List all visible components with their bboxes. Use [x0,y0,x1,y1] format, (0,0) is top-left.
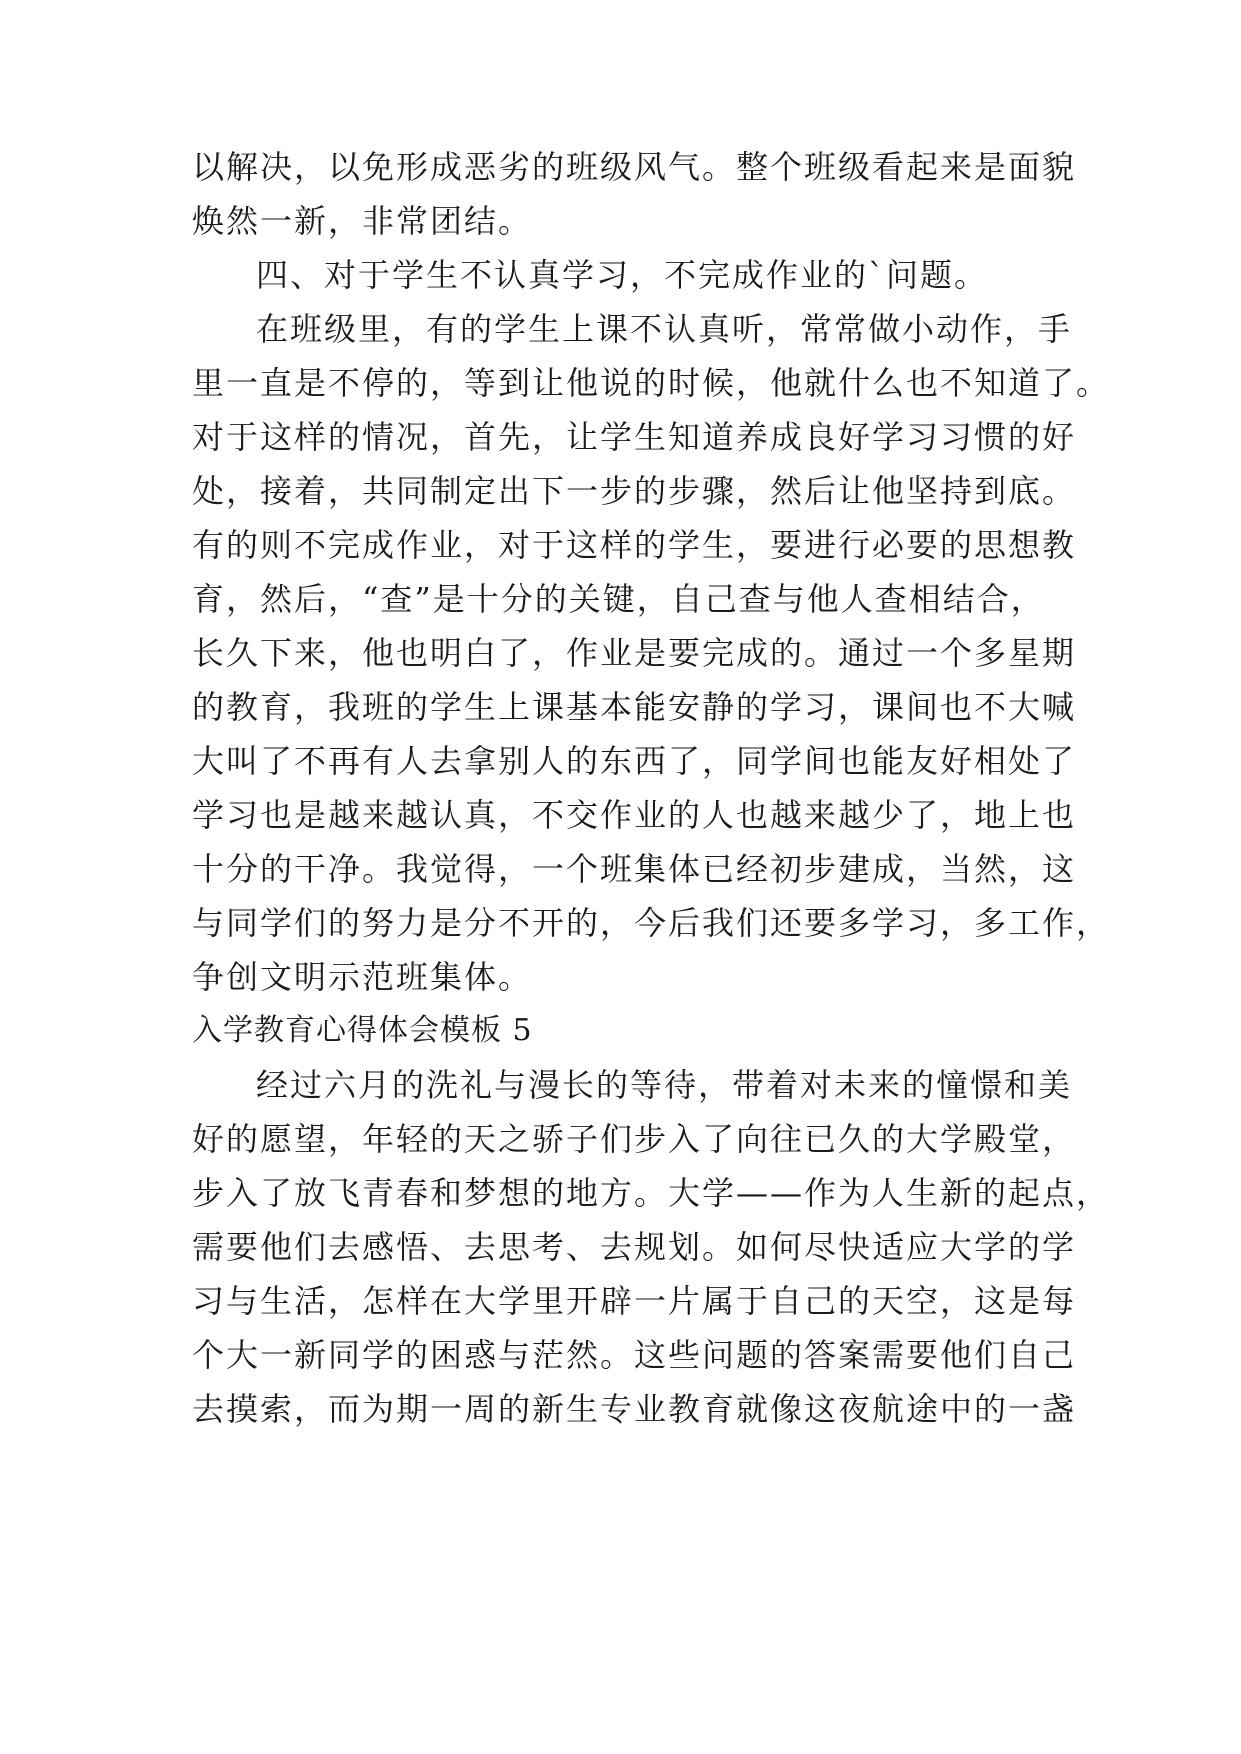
body-text-line: 大叫了不再有人去拿别人的东西了，同学间也能友好相处了 [192,742,1077,780]
body-text-line: 个大一新同学的困惑与茫然。这些问题的答案需要他们自己 [192,1336,1077,1374]
body-text-line: 对于这样的情况，首先，让学生知道养成良好学习习惯的好 [192,418,1077,456]
body-text-line: 以解决，以免形成恶劣的班级风气。整个班级看起来是面貌 [192,148,1077,186]
body-text-line: 学习也是越来越认真，不交作业的人也越来越少了，地上也 [192,796,1077,834]
article-title: 入学教育心得体会模板 5 [192,1013,533,1048]
body-text-line: 里一直是不停的，等到让他说的时候，他就什么也不知道了。 [192,364,1111,402]
body-text-line: 十分的干净。我觉得，一个班集体已经初步建成，当然，这 [192,850,1077,888]
body-text-line: 的教育，我班的学生上课基本能安静的学习，课间也不大喊 [192,688,1077,726]
body-text-line: 步入了放飞青春和梦想的地方。大学——作为人生新的起点， [192,1174,1111,1212]
body-text-line: 与同学们的努力是分不开的，今后我们还要多学习，多工作， [192,904,1111,942]
section-heading: 四、对于学生不认真学习，不完成作业的`问题。 [256,256,989,294]
body-text-line: 焕然一新，非常团结。 [192,202,533,240]
body-text-line: 经过六月的洗礼与漫长的等待，带着对未来的憧憬和美 [256,1066,1073,1104]
body-text-line: 处，接着，共同制定出下一步的步骤，然后让他坚持到底。 [192,472,1077,510]
body-text-line: 在班级里，有的学生上课不认真听，常常做小动作，手 [256,310,1073,348]
body-text-line: 育，然后，“查”是十分的关键，自己查与他人查相结合， [192,580,1045,618]
body-text-line: 争创文明示范班集体。 [192,958,533,996]
body-text-line: 习与生活，怎样在大学里开辟一片属于自己的天空，这是每 [192,1282,1077,1320]
body-text-line: 好的愿望，年轻的天之骄子们步入了向往已久的大学殿堂， [192,1120,1077,1158]
body-text-line: 长久下来，他也明白了，作业是要完成的。通过一个多星期 [192,634,1077,672]
body-text-line: 有的则不完成作业，对于这样的学生，要进行必要的思想教 [192,526,1077,564]
body-text-line: 去摸索，而为期一周的新生专业教育就像这夜航途中的一盏 [192,1390,1077,1428]
body-text-line: 需要他们去感悟、去思考、去规划。如何尽快适应大学的学 [192,1228,1077,1266]
